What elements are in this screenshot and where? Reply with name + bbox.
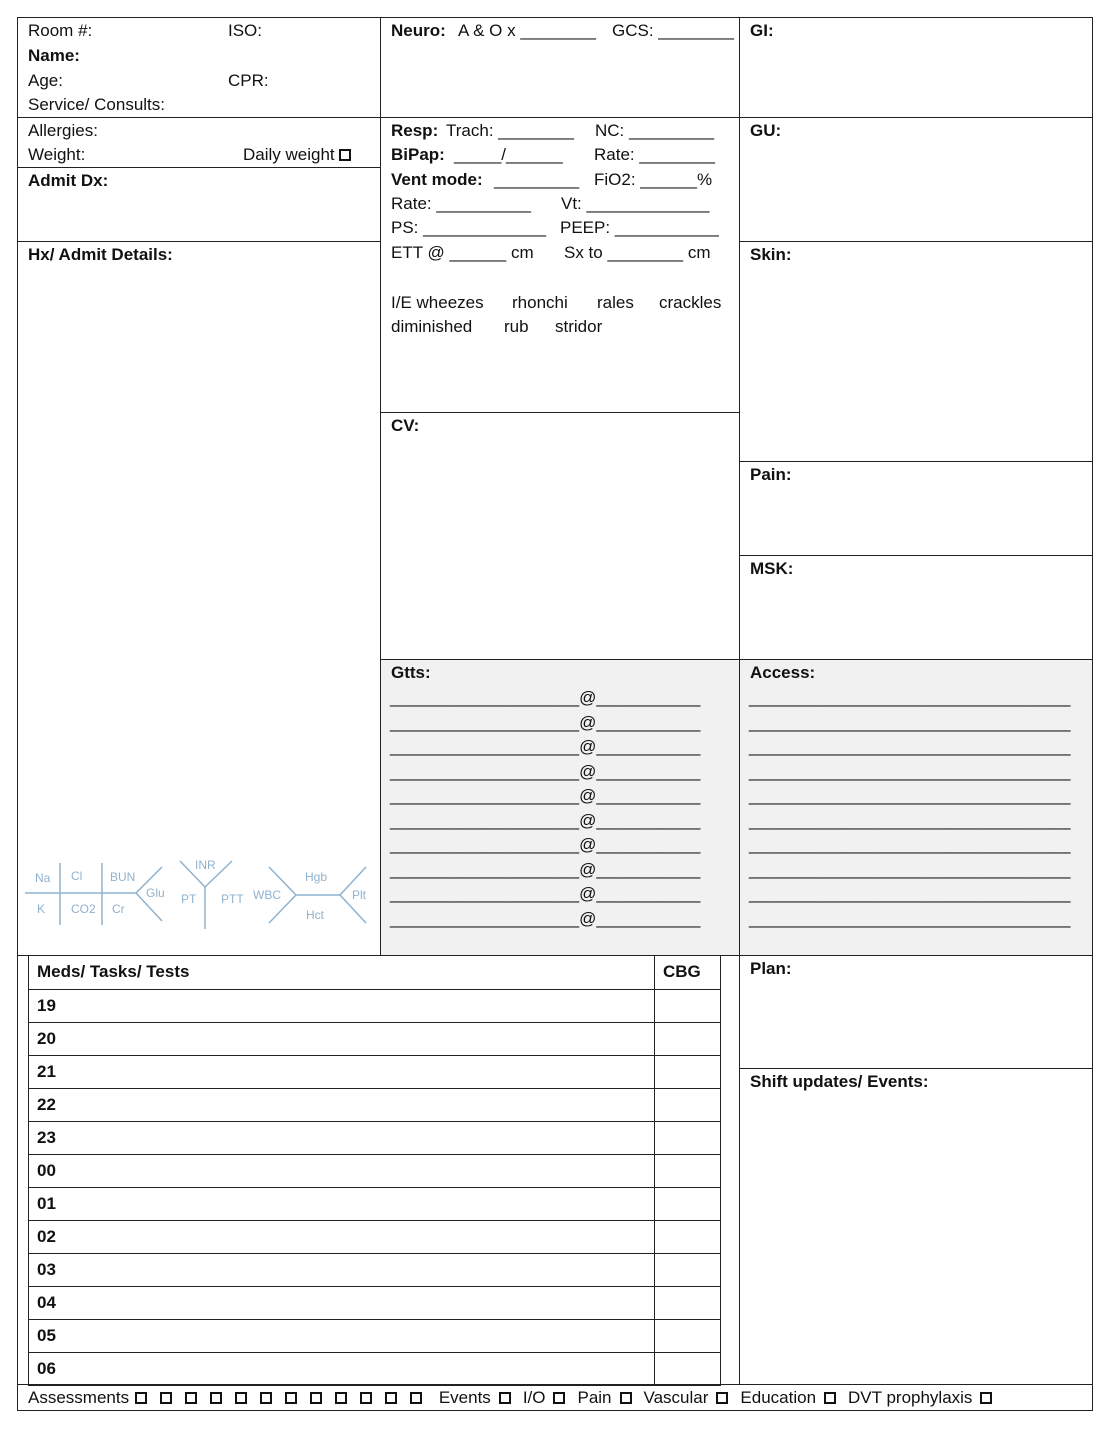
footer-pain-checkbox[interactable]: [620, 1392, 632, 1404]
assessment-checkbox[interactable]: [160, 1392, 172, 1404]
bipap-rate-field[interactable]: Rate: ________: [594, 145, 715, 164]
access-line[interactable]: __________________________________: [749, 884, 1071, 903]
hour-label[interactable]: 06: [29, 1352, 655, 1385]
meds-hour-row: [29, 1253, 721, 1286]
assessment-checkbox[interactable]: [385, 1392, 397, 1404]
footer-io-label: I/O: [522, 1388, 546, 1407]
lab-hct: Hct: [306, 908, 324, 922]
skin-cell: [739, 241, 1093, 462]
footer-io-checkbox[interactable]: [553, 1392, 565, 1404]
hour-label[interactable]: 05: [29, 1319, 655, 1352]
breath-sound-rub[interactable]: rub: [504, 317, 529, 336]
vent-mode-label: Vent mode:: [391, 170, 483, 189]
ett-field[interactable]: ETT @ ______ cm: [391, 243, 534, 262]
daily-weight-checkbox[interactable]: [339, 149, 351, 161]
access-line[interactable]: __________________________________: [749, 810, 1071, 830]
footer-vascular-label: Vascular: [643, 1388, 709, 1407]
assessment-checkbox[interactable]: [260, 1392, 272, 1404]
hour-label[interactable]: 04: [29, 1286, 655, 1319]
access-line[interactable]: __________________________________: [749, 835, 1071, 854]
hour-label[interactable]: 22: [29, 1088, 655, 1121]
breath-sound-rhonchi[interactable]: rhonchi: [512, 293, 568, 312]
name-label: Name:: [28, 46, 80, 65]
lab-plt: Plt: [352, 888, 367, 902]
access-line[interactable]: __________________________________: [749, 908, 1071, 928]
gtts-line[interactable]: ____________________@___________: [390, 908, 701, 928]
lab-cl: Cl: [71, 869, 83, 883]
footer-events-label: Events: [438, 1388, 491, 1407]
lab-wbc: WBC: [253, 888, 281, 902]
lab-bun: BUN: [110, 870, 136, 884]
assessments-label: Assessments: [28, 1388, 130, 1407]
gtts-line[interactable]: ____________________@___________: [390, 688, 701, 707]
hour-label[interactable]: 21: [29, 1055, 655, 1088]
age-label: Age:: [28, 71, 63, 90]
cbg-cell[interactable]: [655, 1220, 721, 1253]
resp-label: Resp:: [391, 121, 439, 140]
gtts-line[interactable]: ____________________@___________: [390, 761, 701, 781]
cbg-cell[interactable]: [655, 1286, 721, 1319]
assessment-checkbox[interactable]: [285, 1392, 297, 1404]
sx-field[interactable]: Sx to ________ cm: [564, 243, 711, 262]
meds-hour-row: [29, 1154, 721, 1187]
cbg-cell[interactable]: [655, 1055, 721, 1088]
service-consults-label: Service/ Consults:: [28, 95, 165, 114]
cbg-cell[interactable]: [655, 1088, 721, 1121]
hour-label[interactable]: 01: [29, 1187, 655, 1220]
gtts-line[interactable]: ____________________@___________: [390, 810, 701, 830]
assessment-checkbox[interactable]: [235, 1392, 247, 1404]
pain-label: Pain:: [750, 465, 792, 484]
trach-field[interactable]: Trach: ________: [446, 121, 574, 140]
aox-field[interactable]: A & O x ________: [458, 21, 596, 40]
assessment-checkbox[interactable]: [310, 1392, 322, 1404]
lab-co2: CO2: [71, 902, 96, 916]
gi-cell: [739, 17, 1093, 118]
vent-mode-field[interactable]: _________: [494, 170, 580, 189]
assessment-checkbox[interactable]: [360, 1392, 372, 1404]
gcs-field[interactable]: GCS: ________: [612, 21, 734, 40]
breath-sound-rales[interactable]: rales: [597, 293, 634, 312]
lab-hgb: Hgb: [305, 870, 328, 884]
shift-updates-cell: [739, 1068, 1093, 1385]
iso-label: ISO:: [228, 21, 263, 40]
meds-hour-row: [29, 1022, 721, 1055]
footer-events-checkbox[interactable]: [499, 1392, 511, 1404]
gtts-line[interactable]: ____________________@___________: [390, 737, 701, 756]
assessment-checkbox[interactable]: [335, 1392, 347, 1404]
cbg-cell[interactable]: [655, 989, 721, 1022]
lab-k: K: [37, 902, 46, 916]
bipap-label: BiPap:: [391, 145, 445, 164]
cpr-label: CPR:: [228, 71, 269, 90]
meds-hour-row: [29, 1055, 721, 1088]
meds-table: [28, 956, 721, 1386]
lab-cr: Cr: [112, 902, 125, 916]
lab-ptt: PTT: [221, 892, 244, 906]
hx-cell: [17, 241, 381, 956]
access-line[interactable]: __________________________________: [749, 712, 1071, 732]
allergies-label: Allergies:: [28, 121, 98, 140]
meds-hour-row: [29, 1220, 721, 1253]
daily-weight: [243, 145, 351, 165]
vent-rate-field[interactable]: Rate: __________: [391, 194, 531, 213]
assessment-checkbox[interactable]: [210, 1392, 222, 1404]
cbg-cell[interactable]: [655, 1319, 721, 1352]
breath-sound-diminished[interactable]: diminished: [391, 317, 473, 336]
meds-hour-row: [29, 1319, 721, 1352]
cbg-cell[interactable]: [655, 1352, 721, 1385]
lab-na: Na: [35, 871, 51, 885]
msk-label: MSK:: [750, 559, 794, 578]
gtts-line[interactable]: ____________________@___________: [390, 884, 701, 903]
room-label: Room #:: [28, 21, 93, 40]
cbg-header: CBG: [655, 956, 721, 989]
meds-hour-row: [29, 1121, 721, 1154]
peep-field[interactable]: PEEP: ___________: [560, 218, 719, 237]
access-label: Access:: [750, 663, 816, 682]
ps-field[interactable]: PS: _____________: [391, 218, 547, 237]
cv-label: CV:: [391, 416, 420, 435]
cbg-cell[interactable]: [655, 1253, 721, 1286]
bipap-field[interactable]: _____/______: [454, 145, 563, 164]
assessment-checkbox[interactable]: [135, 1392, 147, 1404]
meds-hour-row: [29, 1088, 721, 1121]
nc-field[interactable]: NC: _________: [595, 121, 715, 140]
hour-label[interactable]: 03: [29, 1253, 655, 1286]
weight-label: Weight:: [28, 145, 86, 164]
access-line[interactable]: __________________________________: [749, 688, 1071, 707]
assessment-checkbox[interactable]: [410, 1392, 422, 1404]
cbg-cell[interactable]: [655, 1154, 721, 1187]
lab-pt: PT: [181, 892, 197, 906]
gtts-line[interactable]: ____________________@___________: [390, 786, 701, 805]
cbg-cell[interactable]: [655, 1121, 721, 1154]
footer-pain-label: Pain: [577, 1388, 612, 1407]
meds-header-row: [29, 956, 721, 989]
meds-header: Meds/ Tasks/ Tests: [29, 956, 655, 989]
breath-sound-wheezes[interactable]: I/E wheezes: [391, 293, 484, 312]
cbg-cell[interactable]: [655, 1187, 721, 1220]
hour-label[interactable]: 02: [29, 1220, 655, 1253]
neuro-label: Neuro:: [391, 21, 446, 40]
footer-vascular-checkbox[interactable]: [716, 1392, 728, 1404]
hour-label[interactable]: 20: [29, 1022, 655, 1055]
hour-label[interactable]: 19: [29, 989, 655, 1022]
footer-row: [28, 1388, 992, 1408]
gu-label: GU:: [750, 121, 782, 140]
meds-hour-row: [29, 989, 721, 1022]
meds-hour-row: [29, 1286, 721, 1319]
access-line[interactable]: __________________________________: [749, 737, 1071, 756]
cbg-cell[interactable]: [655, 1022, 721, 1055]
gtts-line[interactable]: ____________________@___________: [390, 835, 701, 854]
cv-cell: [380, 412, 740, 660]
access-line[interactable]: __________________________________: [749, 859, 1071, 879]
fio2-field[interactable]: FiO2: ______%: [594, 170, 713, 189]
footer-dvt-prophylaxis-label: DVT prophylaxis: [848, 1388, 973, 1407]
shift-updates-label: Shift updates/ Events:: [750, 1072, 929, 1091]
vt-field[interactable]: Vt: _____________: [561, 194, 710, 213]
gtts-line[interactable]: ____________________@___________: [390, 859, 701, 879]
lab-glu: Glu: [146, 886, 165, 900]
breath-sound-crackles[interactable]: crackles: [659, 293, 722, 312]
meds-hour-row: [29, 1352, 721, 1385]
footer-dvt-prophylaxis-checkbox[interactable]: [980, 1392, 992, 1404]
gu-cell: [739, 117, 1093, 242]
hour-label[interactable]: 23: [29, 1121, 655, 1154]
hx-admit-details-label: Hx/ Admit Details:: [28, 245, 173, 264]
skin-label: Skin:: [750, 245, 792, 264]
access-line[interactable]: __________________________________: [749, 786, 1071, 805]
lab-inr: INR: [195, 858, 216, 872]
footer-education-label: Education: [740, 1388, 817, 1407]
gtts-label: Gtts:: [391, 663, 431, 682]
breath-sound-stridor[interactable]: stridor: [555, 317, 603, 336]
gi-label: GI:: [750, 21, 774, 40]
admit-dx-label: Admit Dx:: [28, 171, 109, 190]
assessment-checkbox[interactable]: [185, 1392, 197, 1404]
footer-education-checkbox[interactable]: [824, 1392, 836, 1404]
plan-cell: [739, 955, 1093, 1069]
access-line[interactable]: __________________________________: [749, 761, 1071, 781]
meds-hour-row: [29, 1187, 721, 1220]
hour-label[interactable]: 00: [29, 1154, 655, 1187]
pain-cell: [739, 461, 1093, 556]
daily-weight-label: Daily weight: [243, 145, 335, 164]
gtts-line[interactable]: ____________________@___________: [390, 712, 701, 732]
plan-label: Plan:: [750, 959, 792, 978]
